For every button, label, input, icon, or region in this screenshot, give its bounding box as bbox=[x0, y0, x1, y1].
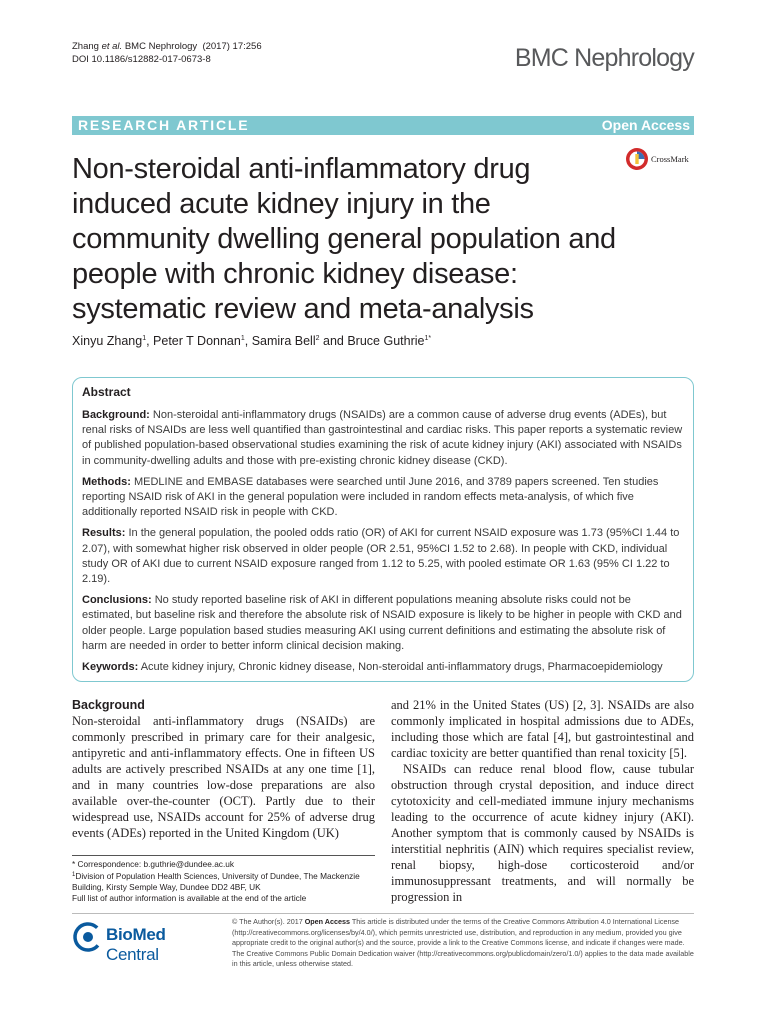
author-list: Xinyu Zhang$^1$, Peter T Donnan$^1$, Samira Bell$^2$ and Bruce Guthrie$^{1*}$ bbox=[72, 334, 432, 348]
abstract-box bbox=[72, 377, 694, 682]
crossmark-badge[interactable] bbox=[623, 143, 703, 175]
author-info-note: Full list of author information is available at the end of the article bbox=[72, 893, 307, 903]
footer-divider bbox=[72, 913, 694, 914]
author-affiliation: 1 bbox=[142, 335, 147, 342]
author-name: Xinyu Zhang bbox=[72, 334, 143, 348]
abstract-keywords: Keywords: Acute kidney injury, Chronic kidney disease, Non-steroidal anti-inflammatory drugs, Pharmacoepidemiology bbox=[82, 661, 663, 674]
abstract-methods: Methods: MEDLINE and EMBASE databases were searched until June 2016, and 3789 papers screened. Ten studies reporting NSAID risk of AKI in the general population were included in random effects meta-analysis, of which five additionally reported NSAID risk in people with CKD. bbox=[82, 475, 659, 519]
crossmark-icon bbox=[625, 147, 649, 171]
biomed-central-logo[interactable] bbox=[72, 917, 222, 964]
author-name: Bruce Guthrie bbox=[347, 334, 425, 348]
open-access-label: Open Access bbox=[601, 117, 690, 133]
body-column-left bbox=[72, 697, 375, 841]
body-paragraph: and 21% in the United States (US) [2, 3]. NSAIDs are also commonly implicated in hospital admissions due to ADEs, including those which are fatal [4], but gastrointestinal and cardiac toxicity are better quantified than renal toxicity [5]. bbox=[391, 698, 694, 760]
body-paragraph: NSAIDs can reduce renal blood flow, cause tubular obstruction through crystal deposition, and induce direct cytotoxicity and cell-mediated immune injury mechanisms leading to the occurrence of acute kidney injury (AKI). Another symptom that is commonly caused by NSAIDs is interstitial nephritis (AIN) which requires specialist review, renal biopsy, high-dose corticosteroid and/or immunosuppressant treatments, and will normally be progression in bbox=[391, 762, 694, 904]
doi[interactable]: DOI 10.1186/s12882-017-0673-8 bbox=[72, 54, 211, 65]
footnotes bbox=[72, 855, 375, 904]
biomed-central-logo-icon bbox=[72, 921, 104, 953]
license-text: © The Author(s). 2017 Open Access This article is distributed under the terms of the Creative Commons Attribution 4.0 International License (http://creativecommons.org/licenses/by/4.0/), which permits unrestricted use, distribution, and reproduction in any medium, provided you give appropriate credit to the original author(s) and the source, provide a link to the Creative Commons license, and indicate if changes were made. The Creative Commons Public Domain Dedication waiver (http://creativecommons.org/publicdomain/zero/1.0/) applies to the data made available in this article, unless otherwise stated. bbox=[232, 917, 694, 969]
article-type-label: RESEARCH ARTICLE bbox=[78, 117, 250, 133]
article-type-bar bbox=[72, 116, 694, 135]
biomed-central-logo-text: BioMed Central bbox=[106, 925, 166, 964]
author-affiliation: 2 bbox=[315, 335, 320, 342]
affiliation-note: $^1$Division of Population Health Sciences, University of Dundee, The Mackenzie Building, Kirsty Semple Way, Dundee DD2 4BF, UK bbox=[72, 871, 360, 892]
body-column-right bbox=[391, 697, 694, 905]
author-name: Peter T Donnan bbox=[153, 334, 241, 348]
abstract-results: Results: In the general population, the pooled odds ratio (OR) of AKI for current NSAID exposure was 1.73 (95%CI 1.44 to 2.07), with somewhat higher risk observed in older people (OR 2.51, 95%CI 1.52 to 2.68). In people with CKD, individual study OR of AKI due to current NSAID exposure ranged from 1.12 to 5.25, with pooled estimate OR 1.63 (95% CI 1.22 to 2.19). bbox=[82, 527, 680, 586]
author-affiliation: 1* bbox=[424, 335, 432, 342]
section-heading-background: Background bbox=[72, 698, 145, 712]
correspondence-note[interactable]: * Correspondence: b.guthrie@dundee.ac.uk bbox=[72, 859, 235, 869]
journal-name: BMC Nephrology bbox=[514, 44, 694, 72]
citation-line: Zhang et al. BMC Nephrology (2017) 17:256 bbox=[72, 41, 262, 52]
body-paragraph: Non-steroidal anti-inflammatory drugs (NSAIDs) are commonly prescribed in primary care for their analgesic, antipyretic and anti-inflammatory effects. One in fifteen US adults are actively prescribed NSAIDs at any one time [1], and in many countries low-dose preparations are also available over-the-counter (OCT). Partly due to their widespread use, NSAIDs account for 25% of adverse drug events (ADEs) reported in the United Kingdom (UK) bbox=[72, 714, 375, 840]
article-title: Non-steroidal anti-inflammatory drug induced acute kidney injury in the community dwelling general population and people with chronic kidney disease: systematic review and meta-analysis bbox=[72, 153, 616, 325]
abstract-background: Background: Non-steroidal anti-inflammatory drugs (NSAIDs) are a common cause of adverse drug events (ADEs), but renal risks of NSAIDs are less well quantified than gastrointestinal and cardiac risks. This paper reports a systematic review of published population-based observational studies examining the risk of acute kidney injury (AKI) associated with NSAIDs in community-dwelling adults and those with pre-existing chronic kidney disease (CKD). bbox=[82, 409, 683, 467]
citation-block bbox=[72, 40, 262, 66]
abstract-heading: Abstract bbox=[82, 385, 131, 399]
crossmark-label: CrossMark bbox=[651, 154, 689, 164]
author-affiliation: 1 bbox=[240, 335, 245, 342]
abstract-conclusions: Conclusions: No study reported baseline risk of AKI in different populations meaning absolute risks could not be estimated, but baseline risk and therefore the absolute risk of NSAID exposure is likely to be higher in people with CKD and older people. Large population based studies measuring AKI using current definitions and estimating the absolute risk of harm are needed in order to better inform clinical decision making. bbox=[82, 594, 682, 652]
author-name: Samira Bell bbox=[251, 334, 316, 348]
